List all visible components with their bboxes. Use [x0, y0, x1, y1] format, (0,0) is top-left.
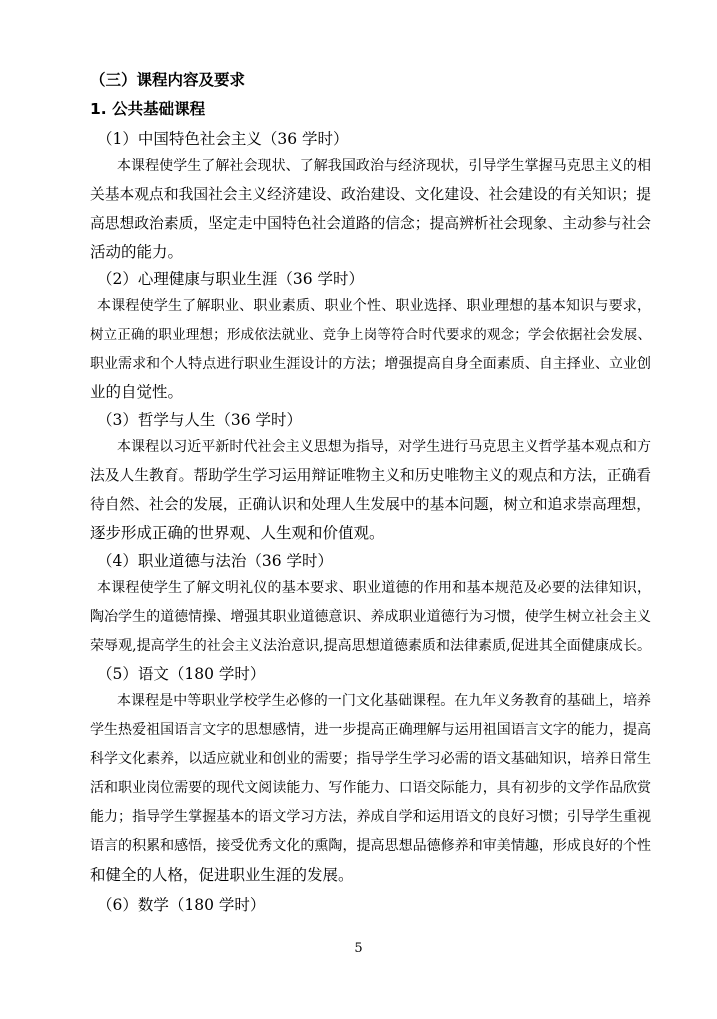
section-heading: （三）课程内容及要求	[90, 71, 246, 89]
course-3-line-2: 法及人生教育。帮助学生学习运用辩证唯物主义和历史唯物主义的观点和方法，正确看	[90, 467, 651, 484]
course-3-line-1: 本课程以习近平新时代社会主义思想为指导，对学生进行马克思主义哲学基本观点和方	[117, 439, 651, 455]
course-title-1: （1）中国特色社会主义（36 学时）	[97, 130, 349, 148]
course-2-line-2: 树立正确的职业理想；形成依法就业、竞争上岗等符合时代要求的观念；学会依据社会发展、	[90, 327, 651, 343]
course-2-line-3: 职业需求和个人特点进行职业生涯设计的方法；增强提高自身全面素质、自主择业、立业创	[90, 356, 651, 372]
course-4-line-1: 本课程使学生了解文明礼仪的基本要求、职业道德的作用和基本规范及必要的法律知识，	[97, 580, 651, 596]
course-4-line-2: 陶冶学生的道德情操、增强其职业道德意识、养成职业道德行为习惯，使学生树立社会主义	[90, 609, 651, 625]
course-5-line-5: 能力；指导学生掌握基本的语文学习方法，养成自学和运用语文的良好习惯；引导学生重视	[90, 809, 651, 825]
course-5-line-4: 活和职业岗位需要的现代文阅读能力、写作能力、口语交际能力，具有初步的文学作品欣赏	[90, 780, 651, 796]
course-1-line-3: 高思想政治素质，坚定走中国特色社会道路的信念；提高辨析社会现象、主动参与社会	[90, 215, 651, 232]
course-title-3: （3）哲学与人生（36 学时）	[97, 411, 303, 429]
course-2-line-4: 业的自觉性。	[90, 383, 184, 401]
course-title-5: （5）语文（180 学时）	[97, 665, 266, 683]
course-1-line-4: 活动的能力。	[90, 243, 184, 261]
course-3-line-4: 逐步形成正确的世界观、人生观和价值观。	[90, 524, 385, 542]
course-5-line-6: 语言的积累和感悟，接受优秀文化的熏陶，提高思想品德修养和审美情趣，形成良好的个性	[90, 838, 651, 854]
course-title-6: （6）数学（180 学时）	[97, 896, 266, 914]
course-title-2: （2）心理健康与职业生涯（36 学时）	[97, 270, 365, 288]
course-3-line-3: 待自然、社会的发展，正确认识和处理人生发展中的基本问题，树立和追求崇高理想，	[90, 496, 651, 513]
course-5-line-2: 学生热爱祖国语言文字的思想感情，进一步提高正确理解与运用祖国语言文字的能力，提高	[90, 722, 651, 738]
course-title-4: （4）职业道德与法治（36 学时）	[97, 552, 334, 570]
course-5-line-3: 科学文化素养，以适应就业和创业的需要；指导学生学习必需的语文基础知识，培养日常生	[90, 751, 651, 767]
course-4-line-3: 荣辱观,提高学生的社会主义法治意识,提高思想道德素质和法律素质,促进其全面健康成长。	[90, 638, 651, 654]
course-1-line-2: 关基本观点和我国社会主义经济建设、政治建设、文化建设、社会建设的有关知识；提	[90, 186, 651, 203]
course-5-line-7: 和健全的人格，促进职业生涯的发展。	[90, 866, 354, 884]
page-number: 5	[354, 941, 363, 956]
course-5-line-1: 本课程是中等职业学校学生必修的一门文化基础课程。在九年义务教育的基础上，培养	[117, 693, 651, 709]
subsection-heading: 1. 公共基础课程	[90, 100, 206, 118]
course-1-line-1: 本课程使学生了解社会现状、了解我国政治与经济现状，引导学生掌握马克思主义的相	[117, 158, 651, 174]
course-2-line-1: 本课程使学生了解职业、职业素质、职业个性、职业选择、职业理想的基本知识与要求，	[97, 298, 651, 314]
